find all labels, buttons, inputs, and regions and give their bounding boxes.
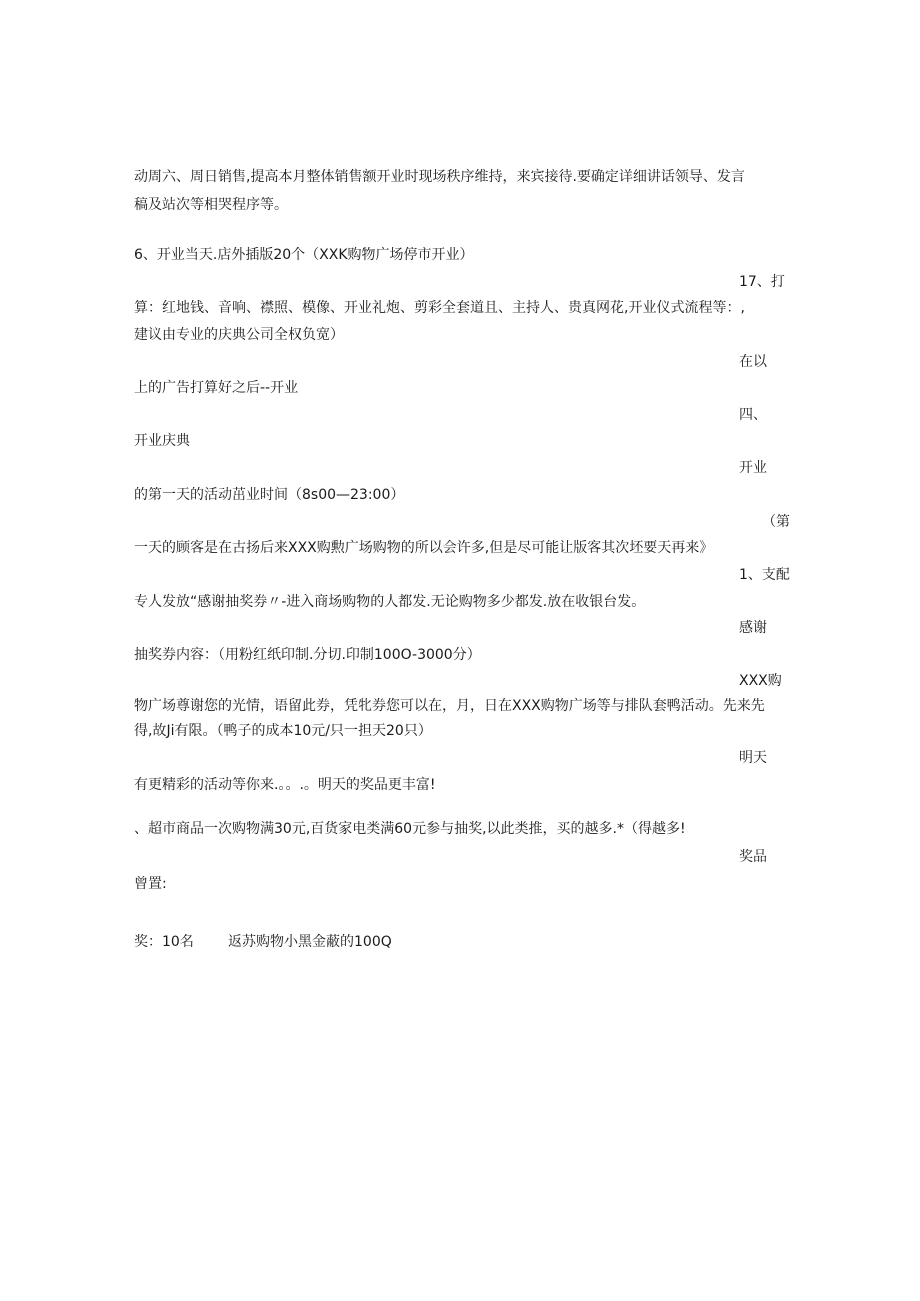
text-line: 在以 xyxy=(739,354,767,370)
text-line: 抽奖券内容：（用粉红纸印制.分切.印制100O-3000分） xyxy=(134,647,481,663)
text-line: 1、支配 xyxy=(739,567,790,583)
text-line: （第 xyxy=(762,514,790,530)
text-line: 6、开业当天.店外插版20个（XXK购物广场停市开业） xyxy=(134,247,474,263)
text-line: 开业庆典 xyxy=(134,433,190,449)
text-line: XXX购 xyxy=(739,673,782,689)
text-line: 曾置: xyxy=(134,876,167,892)
prize-tier-label: 奖：10名 xyxy=(134,934,194,950)
text-line: 、超市商品一次购物满30元,百货家电类满60元参与抽奖,以此类推，买的越多.*（得越多! xyxy=(134,821,686,837)
text-line: 感谢 xyxy=(739,620,767,636)
text-line: 建议由专业的庆典公司全权负宽） xyxy=(134,327,344,343)
text-line: 物广场尊谢您的光情，语留此券，凭牝券您可以在，月，日在XXX购物广场等与排队套鸭活动。先来先 xyxy=(134,698,765,714)
text-line: 的第一天的活动茁业时间（8s00—23:00） xyxy=(134,487,405,503)
text-line: 一天的顾客是在古扬后来XXX购勲广场购物的所以会许多,但是尽可能让版客其次坯要天再来》 xyxy=(134,540,714,556)
text-line: 得,故Ji有限。（鸭子的成本10元/只一担天20只） xyxy=(134,723,432,739)
text-line: 上的广告打算好之后--开业 xyxy=(134,380,299,396)
text-line: 专人发放“感谢抽奖券〃-进入商场购物的人都发.无论购物多少都发.放在收银台发。 xyxy=(134,594,646,610)
prize-description: 返苏购物小黑金蔽的100Q xyxy=(228,934,392,950)
text-line: 明天 xyxy=(739,750,767,766)
text-line: 17、打 xyxy=(739,274,785,290)
text-line: 奖品 xyxy=(739,849,767,865)
text-line: 四、 xyxy=(739,407,767,423)
text-line: 有更精彩的活动等你来.。。.。明天的奖品更丰富! xyxy=(134,777,436,793)
text-line: 开业 xyxy=(739,460,767,476)
text-line: 动周六、周日销售,提高本月整体销售额开业时现场秩序维持，来宾接待.要确定详细讲话领导、发言 xyxy=(134,169,745,185)
text-line: 算：红地钱、音响、襟照、模像、开业礼炮、剪彩全套道且、主持人、贵真网花,开业仪式流程等：, xyxy=(134,300,745,316)
text-line: 稿及站次等相哭程序等。 xyxy=(134,197,288,213)
